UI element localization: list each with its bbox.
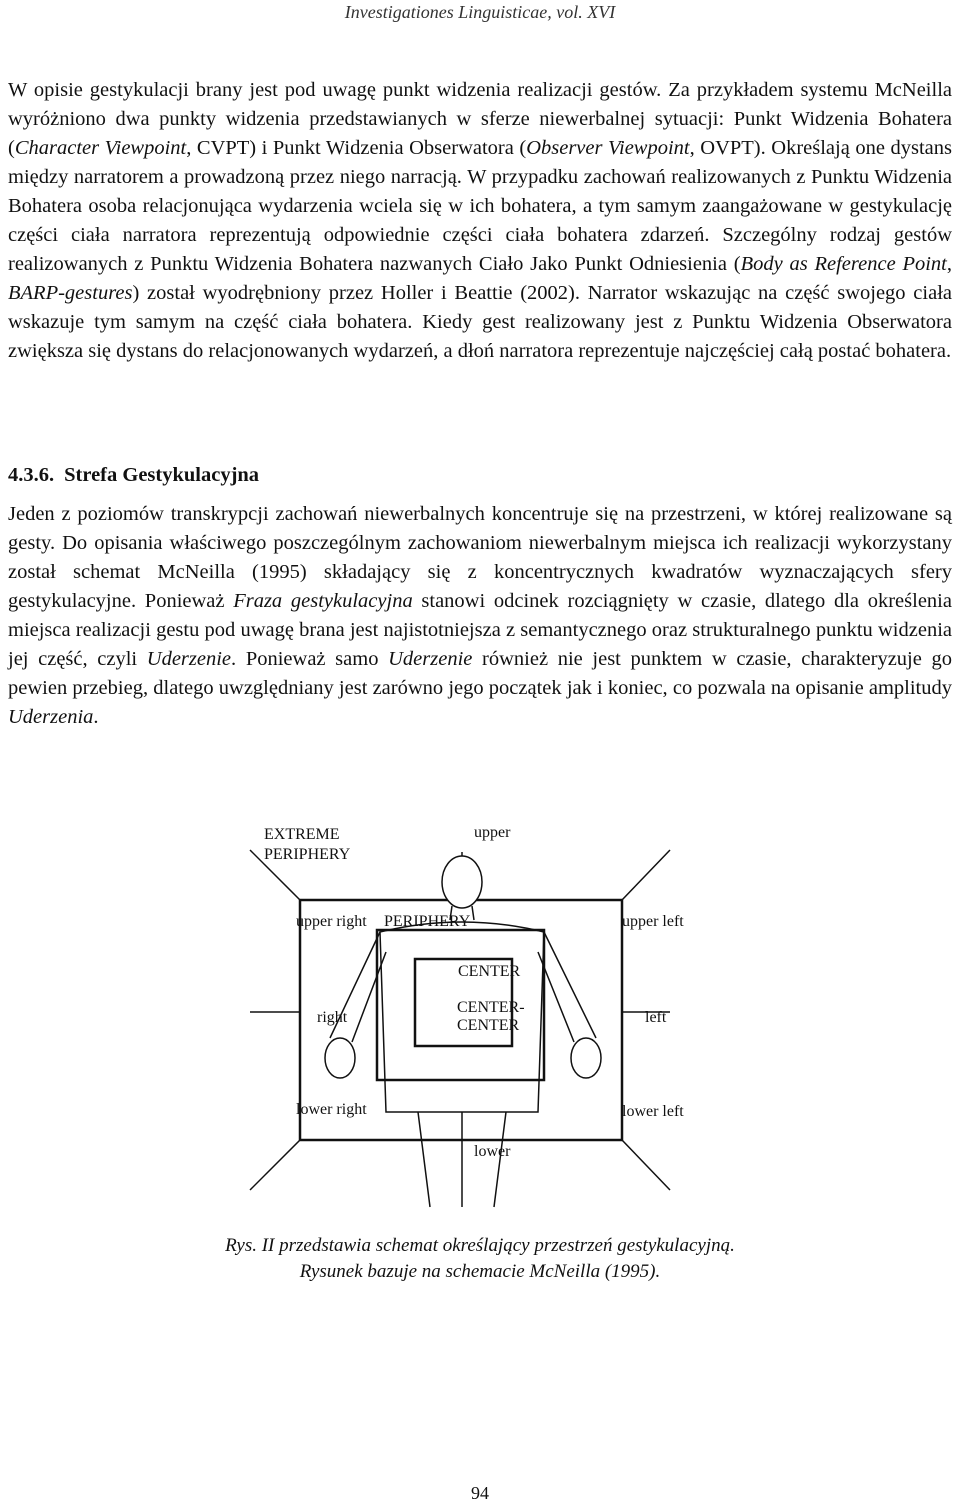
running-head: Investigationes Linguisticae, vol. XVI bbox=[344, 2, 616, 22]
text-run: również nie jest punktem w czasie, charakteryzuje go pewien przebieg, dlatego uwzględniany jest zarówno jego początek jak i koniec, co pozwala na opisanie amplitudy bbox=[8, 648, 952, 699]
text-run: , OVPT). Określają one dystans między narratorem a prowadzoną przez niego narracją. W przypadku zachowań realizowanych z Punktu Widzenia Bohatera osoba relacjonująca wydarzenia wciela się w ich bohatera, a tym samym zaangażowane w gestykulację części ciała narratora reprezentują odpowiednie części ciała bohatera zdarzeń. Szczególny rodzaj gestów realizowanych z Punktu Widzenia Bohatera nazwanych Ciało Jako Punkt Odniesienia ( bbox=[8, 137, 952, 275]
figure-caption-line1: Rys. II przedstawia schemat określający przestrzeń gestykulacyjną. bbox=[225, 1235, 735, 1256]
text-run: , CVPT) i Punkt Widzenia Obserwatora ( bbox=[186, 137, 527, 159]
label-upper-left: upper left bbox=[622, 913, 684, 930]
italic-term: Uderzenia bbox=[8, 706, 94, 728]
section-number: 4.3.6. bbox=[8, 464, 55, 486]
italic-term: Observer Viewpoint bbox=[526, 137, 690, 159]
figure-right-arm bbox=[538, 932, 596, 1042]
label-right: right bbox=[317, 1009, 348, 1026]
italic-term: Uderzenie bbox=[388, 648, 473, 670]
label-center: CENTER bbox=[458, 963, 521, 980]
section-heading bbox=[8, 464, 259, 487]
italic-term: Uderzenie bbox=[146, 648, 232, 670]
italic-term: Fraza gestykulacyjna bbox=[233, 590, 413, 612]
text-run: , bbox=[946, 253, 952, 275]
label-lower: lower bbox=[474, 1143, 511, 1160]
italic-term: BARP-gestures bbox=[8, 282, 133, 304]
text-run: Jeden z poziomów transkrypcji zachowań niewerbalnych koncentruje się na przestrzeni, w której realizowane są gesty. Do opisania właściwego poszczególnym zachowaniom niewerbalnym miejsca ich realizacji wykorzystany został schemat McNeilla (1995) składający się z koncentrycznych kwadratów wyznaczających sfery gestykulacyjne. Ponieważ bbox=[8, 503, 952, 612]
figure-head bbox=[442, 856, 482, 908]
divider-bottom-left bbox=[250, 1140, 300, 1190]
italic-term: Character Viewpoint bbox=[14, 137, 187, 159]
text-run: W opisie gestykulacji brany jest pod uwagę punkt widzenia realizacji gestów. Za przykładem systemu McNeilla wyróżniono dwa punkty widzenia przedstawianych w sferze niewerbalnej sytuacji: Punkt Widzenia Bohatera ( bbox=[8, 79, 952, 159]
label-center-center-1: CENTER- bbox=[457, 999, 525, 1016]
label-periphery: PERIPHERY bbox=[384, 913, 471, 930]
label-extreme: EXTREME bbox=[264, 826, 340, 843]
label-upper: upper bbox=[474, 824, 511, 841]
label-extreme-periphery: PERIPHERY bbox=[264, 846, 351, 863]
italic-term: Body as Reference Point bbox=[740, 253, 947, 275]
label-center-center-2: CENTER bbox=[457, 1017, 520, 1034]
paragraph-gesture-space bbox=[8, 500, 952, 732]
divider-top-right bbox=[622, 850, 670, 900]
gesture-space-svg bbox=[230, 812, 730, 1212]
text-run: . Ponieważ samo bbox=[231, 648, 389, 670]
label-left: left bbox=[645, 1009, 667, 1026]
figure-caption-line2: Rysunek bazuje na schemacie McNeilla (1995). bbox=[299, 1261, 661, 1282]
section-title: Strefa Gestykulacyjna bbox=[64, 464, 260, 486]
label-lower-left: lower left bbox=[622, 1103, 684, 1120]
text-run: ) został wyodrębniony przez Holler i Beattie (2002). Narrator wskazując na część swojego ciała wskazuje tym samym na część ciała bohatera. Kiedy gest realizowany jest z Punktu Widzenia Obserwatora zwiększa się dystans do relacjonowanych wydarzeń, a dłoń narratora reprezentuje najczęściej całą postać bohatera. bbox=[8, 282, 952, 362]
text-run: stanowi odcinek rozciągnięty w czasie, dlatego dla określenia miejsca realizacji gestu pod uwagę brana jest najistotniejsza z semantycznego oraz strukturalnego punktu widzenia jej część, czyli bbox=[8, 590, 952, 670]
paragraph-viewpoint bbox=[8, 76, 952, 366]
gesture-space-diagram bbox=[230, 812, 730, 1212]
text-run: . bbox=[93, 706, 99, 728]
label-lower-right: lower right bbox=[296, 1101, 367, 1118]
divider-bottom-right bbox=[622, 1140, 670, 1190]
label-upper-right: upper right bbox=[296, 913, 367, 930]
figure-right-hand bbox=[571, 1038, 601, 1078]
figure-left-hand bbox=[325, 1038, 355, 1078]
page-number: 94 bbox=[471, 1483, 489, 1503]
